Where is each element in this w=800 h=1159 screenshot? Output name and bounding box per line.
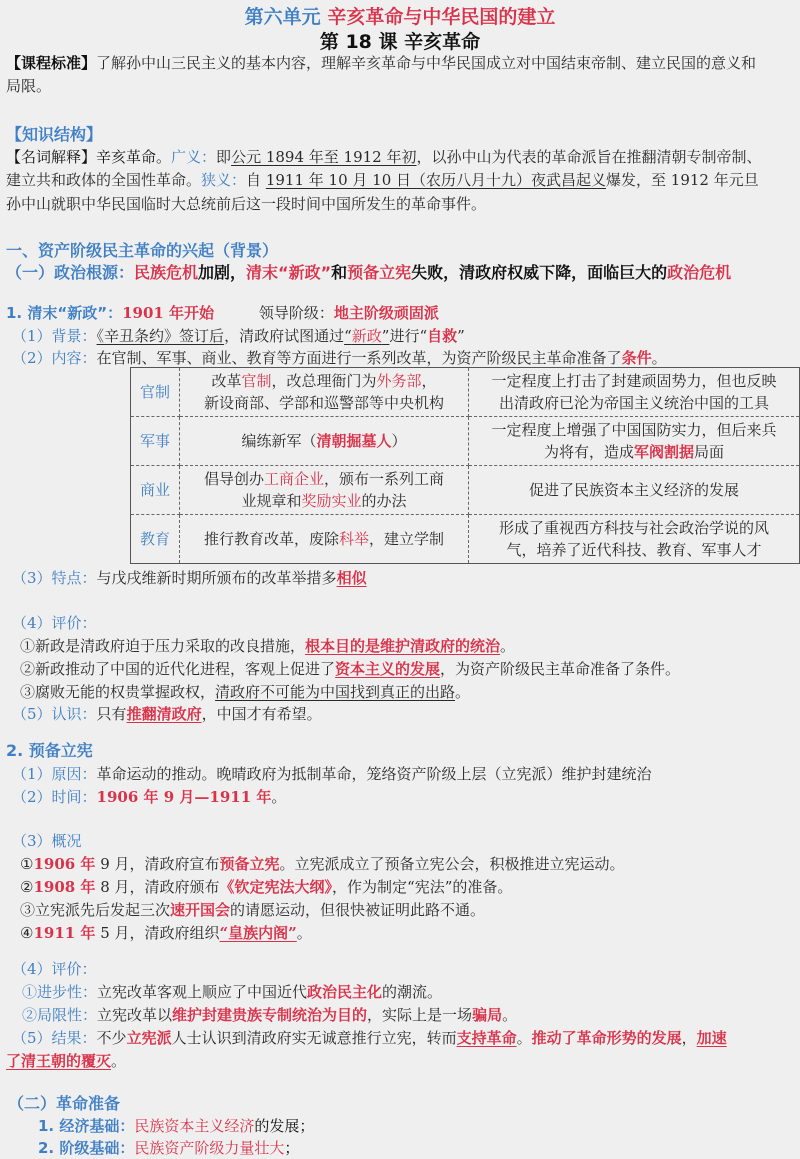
new-policy-start: 1901 年开始: [122, 304, 215, 322]
new-policy-eval-1: [20, 635, 515, 657]
overview-item-4: [20, 922, 312, 944]
new-policy-eval-2: [20, 658, 680, 680]
key-term: 骗局: [472, 1006, 503, 1024]
text: 。: [111, 1052, 127, 1070]
key-term: 根本目的是维护清政府的统治: [305, 637, 501, 655]
key-term: 外务部: [376, 372, 422, 390]
lesson-title: 第 18 课 辛亥革命: [319, 31, 481, 53]
category-cell: 商业: [131, 466, 180, 515]
standard-label: 【课程标准】: [6, 54, 97, 72]
term-definition-line1: [6, 146, 762, 168]
measure-cell: [180, 515, 469, 564]
text: ，颁布一系列工商: [324, 470, 445, 488]
new-policy-title: 1. 清末“新政”：: [6, 304, 123, 322]
text: 推行教育改革，废除: [203, 530, 339, 548]
text: ，为资产阶级民主革命准备了条件。: [440, 660, 681, 678]
text: 改革: [211, 372, 242, 390]
label: （5）认识：: [12, 705, 97, 723]
constitution-eval-label: [12, 958, 97, 980]
broad-end: 建立共和政体的全国性革命。: [6, 171, 202, 189]
label: 1. 经济基础：: [38, 1117, 135, 1135]
text: ，清政府试图通过: [224, 327, 345, 345]
term-definition-line3: 孙中山就职中华民国临时大总统前后这一段时间中国所发生的革命事件。: [6, 195, 487, 213]
table-row: [131, 515, 800, 564]
text: 。: [651, 349, 667, 367]
text: ）: [391, 432, 407, 450]
text: ，: [421, 372, 437, 390]
key-term: 推动了革命形势的发展: [531, 1029, 682, 1047]
class-basis: [38, 1137, 299, 1159]
text: ；: [284, 1139, 300, 1157]
impact-cell: [469, 368, 800, 417]
text: 的潮流。: [382, 983, 443, 1001]
constitution-result: [12, 1027, 727, 1049]
measure-cell: [180, 466, 469, 515]
text: 加剧，: [198, 263, 247, 282]
key-term: 民族危机: [134, 263, 199, 282]
key-term: 立宪派: [126, 1029, 172, 1047]
text: 编练新军（: [241, 432, 317, 450]
label: （1）原因：: [12, 765, 97, 783]
text: 为将有，造成: [543, 443, 634, 461]
new-policy-insight: [12, 703, 322, 725]
broad-pre: 即: [216, 148, 232, 166]
key-term: 支持革命: [456, 1029, 517, 1047]
text: 。: [502, 1006, 518, 1024]
impact-cell: [469, 515, 800, 564]
overview-item-1: [20, 853, 625, 875]
text: 一定程度上增强了中国国防实力，但后来兵: [491, 421, 777, 439]
year: 1911 年: [33, 924, 96, 942]
text: 和: [331, 263, 348, 282]
key-term: 加速: [696, 1029, 727, 1047]
new-policy-eval-3: [20, 681, 470, 703]
text: 与戊戌维新时期所颁布的改革举措多: [96, 569, 337, 587]
impact-cell: [469, 466, 800, 515]
table-row: [131, 466, 800, 515]
text: 局面: [694, 443, 725, 461]
text: ③立宪派先后发起三次: [20, 901, 171, 919]
impact-cell: [469, 417, 800, 466]
key-term: 工商企业: [263, 470, 324, 488]
year: 1908 年: [33, 878, 96, 896]
economic-basis: [38, 1115, 314, 1137]
key-term: “皇族内阁”: [219, 924, 297, 942]
num: ④: [20, 924, 34, 942]
unit-heading: [0, 4, 800, 30]
leader-value: 地主阶级顽固派: [333, 304, 439, 322]
text: 只有: [96, 705, 127, 723]
text: 的办法: [361, 492, 407, 510]
text: 失败，清政府权威下降，面临巨大的: [411, 263, 668, 282]
reform-table: [130, 367, 800, 564]
text: 。: [271, 788, 287, 806]
unit-label: 第六单元: [244, 6, 321, 28]
narrow-pre: 自: [246, 171, 266, 189]
text: 。立宪派成立了预备立宪公会，积极推进立宪运动。: [279, 855, 625, 873]
course-standard: [6, 52, 756, 74]
text: 出清政府已沦为帝国主义统治中国的工具: [498, 394, 769, 412]
key-term: 《钦定宪法大纲》: [219, 878, 333, 896]
text: ，改总理衙门为: [271, 372, 377, 390]
political-roots: [6, 262, 731, 284]
text: 9 月，清政府宣布: [95, 855, 220, 873]
table-row: [131, 417, 800, 466]
key-term: 民族资产阶级力量壮大: [134, 1139, 285, 1157]
measure-cell: [180, 368, 469, 417]
course-standard-line2: 局限。: [6, 77, 52, 95]
label: ①进步性：: [22, 983, 98, 1001]
key-term: 速开国会: [170, 901, 231, 919]
constitution-title: 2. 预备立宪: [6, 741, 93, 760]
text: ②新政推动了中国的近代化进程，客观上促进了: [20, 660, 336, 678]
label: 2. 阶级基础：: [38, 1139, 135, 1157]
num: ②: [20, 878, 34, 896]
key-term: 1906 年 9 月—1911 年: [96, 788, 272, 806]
text: 立宪改革以: [97, 1006, 173, 1024]
label: （2）内容：: [12, 349, 97, 367]
text: ，中国才有希望。: [201, 705, 322, 723]
narrow-range: 1911 年 10 月 10 日（农历八月十九）夜武昌起义: [265, 171, 607, 189]
label: （3）概况: [12, 832, 82, 850]
key-term: 相似: [336, 569, 367, 587]
new-policy-eval-label: [12, 612, 97, 634]
text: 促进了民族资本主义经济的发展: [528, 481, 739, 499]
constitution-time: [12, 786, 286, 808]
key-term: 预备立宪: [219, 855, 280, 873]
label: （4）评价：: [12, 960, 97, 978]
quote: “: [344, 327, 352, 345]
key-term: 新政: [351, 327, 382, 345]
text: 5 月，清政府组织: [95, 924, 220, 942]
key-term: 自救: [427, 327, 458, 345]
label: （4）评价：: [12, 614, 97, 632]
text: 。: [296, 924, 312, 942]
text: ”: [457, 327, 465, 345]
key-term: 清朝掘墓人: [316, 432, 392, 450]
text: ，作为制定“宪法”的准备。: [332, 878, 513, 896]
key-term: 条件: [621, 349, 652, 367]
text: 进行“: [389, 327, 428, 345]
text: ，: [681, 1029, 697, 1047]
text: 新设商部、学部和巡警部等中央机构: [203, 394, 444, 412]
key-term: 政治民主化: [307, 983, 383, 1001]
constitution-cause: [12, 763, 652, 785]
constitution-result-line2: [6, 1050, 126, 1072]
text: 8 月，清政府颁布: [95, 878, 220, 896]
broad-label: 广义：: [171, 148, 217, 166]
revolution-prep-title: （二）革命准备: [8, 1094, 121, 1113]
text: 气，培养了近代科技、教育、军事人才: [506, 541, 762, 559]
text: 一定程度上打击了封建顽固势力，但也反映: [491, 372, 777, 390]
new-policy-background: [12, 325, 465, 347]
text: ③腐败无能的权贵掌握政权，: [20, 683, 216, 701]
key-term: 科举: [338, 530, 369, 548]
text: 立宪改革客观上顺应了中国近代: [97, 983, 308, 1001]
constitution-overview-label: [12, 830, 82, 852]
key-term: 民族资本主义经济: [134, 1117, 255, 1135]
text: 革命运动的推动。晚晴政府为抵制革命，笼络资产阶级上层（立宪派）维护封建统治: [96, 765, 652, 783]
broad-range: 公元 1894 年至 1912 年初: [231, 148, 417, 166]
text: 。: [516, 1029, 532, 1047]
table-row: [131, 368, 800, 417]
new-policy-heading: [6, 302, 439, 324]
text: 不少: [96, 1029, 127, 1047]
underlined: 清政府不可能为中国找到真正的出路: [215, 683, 456, 701]
text: 。: [455, 683, 471, 701]
key-term: 推翻清政府: [126, 705, 202, 723]
key-term: 清末“新政”: [246, 263, 332, 282]
text: ①新政是清政府迫于压力采取的改良措施，: [20, 637, 306, 655]
text: 形成了重视西方科技与社会政治学说的风: [498, 519, 769, 537]
broad-post: ，以孙中山为代表的革命派旨在推翻清朝专制帝制、: [416, 148, 762, 166]
measure-cell: [180, 417, 469, 466]
text: 人士认识到清政府实无诚意推行立宪，转而: [171, 1029, 457, 1047]
political-roots-label: （一）政治根源：: [6, 263, 135, 282]
term: 辛亥革命。: [96, 148, 172, 166]
text: 的发展；: [254, 1117, 315, 1135]
quote: ”: [381, 327, 390, 345]
text: 。: [500, 637, 516, 655]
constitution-progress: [22, 981, 442, 1003]
new-policy-content: [12, 347, 667, 369]
leader-label: 领导阶级：: [258, 304, 334, 322]
label: ②局限性：: [22, 1006, 98, 1024]
key-term: 了清王朝的覆灭: [6, 1052, 112, 1070]
text: 业规章和: [241, 492, 302, 510]
unit-title: 辛亥革命与中华民国的建立: [327, 6, 556, 28]
text: ，实际上是一场: [367, 1006, 473, 1024]
overview-item-3: [20, 899, 485, 921]
underlined: 《辛丑条约》签订后: [96, 327, 225, 345]
text: 在官制、军事、商业、教育等方面进行一系列改革，为资产阶级民主革命准备了: [96, 349, 622, 367]
new-policy-feature: [12, 567, 367, 589]
term-definition-line2: [6, 169, 759, 191]
category-cell: 官制: [131, 368, 180, 417]
key-term: 预备立宪: [347, 263, 412, 282]
narrow-post: 爆发，至 1912 年元旦: [606, 171, 759, 189]
overview-item-2: [20, 876, 512, 898]
key-term: 官制: [241, 372, 272, 390]
year: 1906 年: [33, 855, 96, 873]
knowledge-structure-label: 【知识结构】: [6, 125, 103, 144]
key-term: 政治危机: [667, 263, 732, 282]
label: （5）结果：: [12, 1029, 97, 1047]
label: （2）时间：: [12, 788, 97, 806]
label: （1）背景：: [12, 327, 97, 345]
category-cell: 军事: [131, 417, 180, 466]
label: （3）特点：: [12, 569, 97, 587]
constitution-limitation: [22, 1004, 517, 1026]
key-term: 维护封建贵族专制统治为目的: [172, 1006, 368, 1024]
standard-text: 了解孙中山三民主义的基本内容，理解辛亥革命与中华民国成立对中国结束帝制、建立民国的意义和: [96, 54, 757, 72]
section1-title: 一、资产阶级民主革命的兴起（背景）: [6, 241, 279, 260]
category-cell: 教育: [131, 515, 180, 564]
key-term: 资本主义的发展: [335, 660, 441, 678]
key-term: 奖励实业: [301, 492, 362, 510]
narrow-label: 狭义：: [201, 171, 247, 189]
text: ，建立学制: [369, 530, 445, 548]
text: 的请愿运动，但很快被证明此路不通。: [230, 901, 486, 919]
num: ①: [20, 855, 34, 873]
term-label: 【名词解释】: [6, 148, 97, 166]
text: 倡导创办: [203, 470, 264, 488]
key-term: 军阀割据: [633, 443, 694, 461]
